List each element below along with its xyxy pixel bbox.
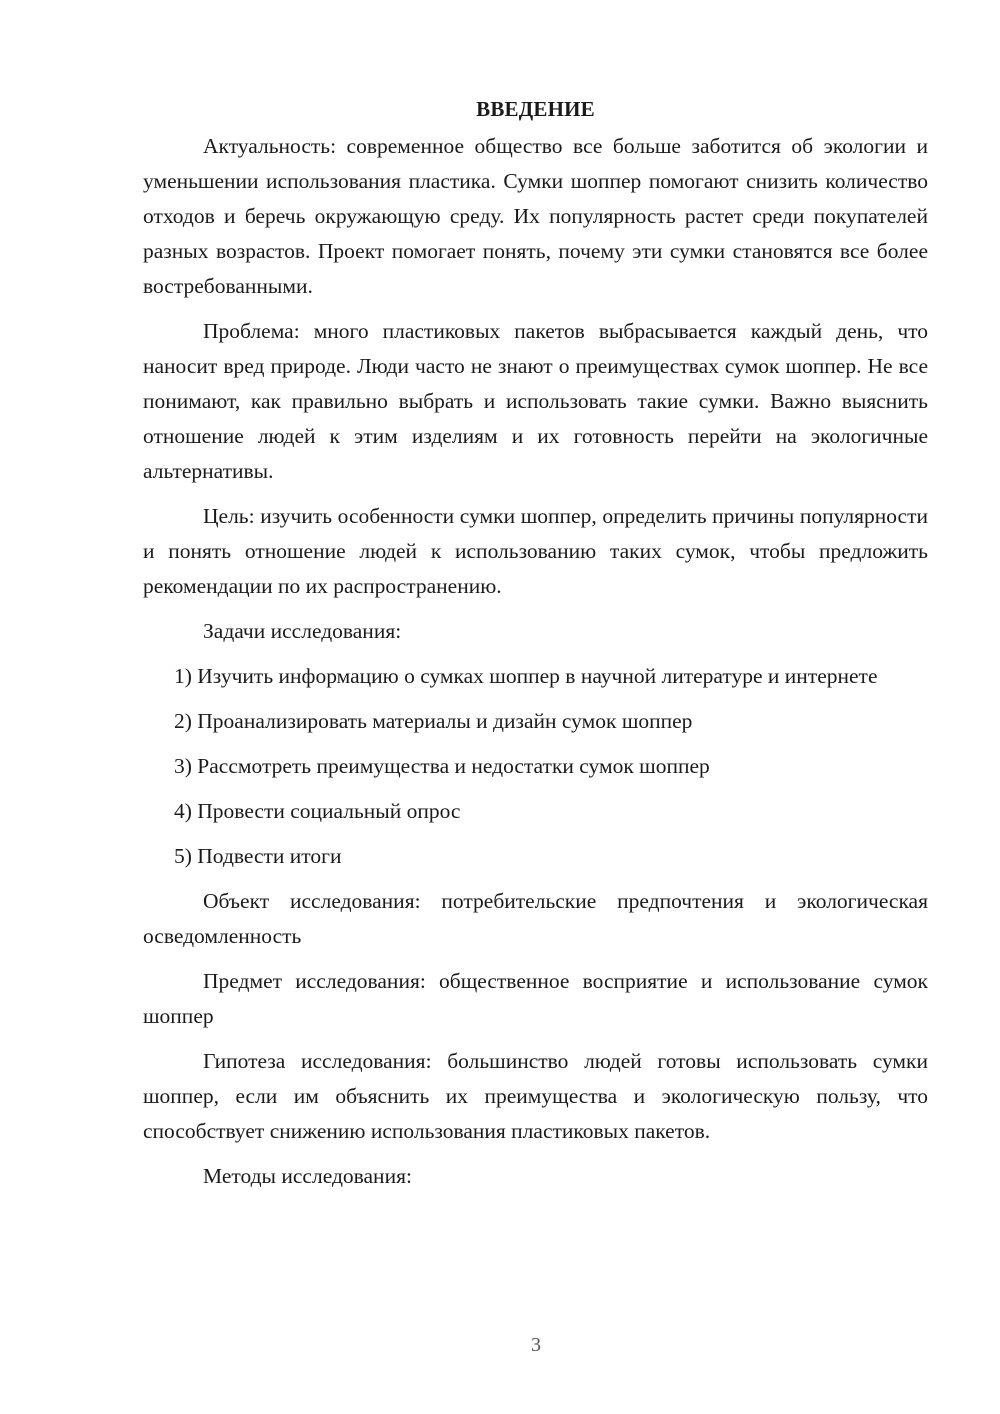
task-item-5: 5) Подвести итоги — [174, 844, 342, 868]
page-content — [143, 92, 928, 1204]
methods-heading: Методы исследования: — [203, 1164, 412, 1188]
tasks-heading: Задачи исследования: — [203, 619, 402, 643]
task-item-3: 3) Рассмотреть преимущества и недостатки сумок шоппер — [174, 754, 710, 778]
task-item-4: 4) Провести социальный опрос — [174, 799, 461, 823]
relevance-paragraph: Актуальность: современное общество все больше заботится об экологии и уменьшении использования пластика. Сумки шоппер помогают снизить количество отходов и беречь окружающую среду. Их популярность растет среди покупателей разных возрастов. Проект помогает понять, почему эти сумки становятся все более востребованными. — [143, 134, 928, 298]
subject-paragraph: Предмет исследования: общественное восприятие и использование сумок шоппер — [143, 969, 928, 1028]
problem-paragraph: Проблема: много пластиковых пакетов выбрасывается каждый день, что наносит вред природе. Люди часто не знают о преимуществах сумок шоппер. Не все понимают, как правильно выбрать и использовать такие сумки. Важно выяснить отношение людей к этим изделиям и их готовность перейти на экологичные альтернативы. — [143, 319, 928, 483]
section-title: ВВЕДЕНИЕ — [476, 97, 595, 121]
object-paragraph: Объект исследования: потребительские предпочтения и экологическая осведомленность — [143, 889, 928, 948]
page-number: 3 — [531, 1334, 541, 1356]
goal-paragraph: Цель: изучить особенности сумки шоппер, определить причины популярности и понять отношение людей к использованию таких сумок, чтобы предложить рекомендации по их распространению. — [143, 504, 928, 598]
task-item-2: 2) Проанализировать материалы и дизайн сумок шоппер — [174, 709, 693, 733]
task-item-1: 1) Изучить информацию о сумках шоппер в научной литературе и интернете — [174, 664, 878, 688]
hypothesis-paragraph: Гипотеза исследования: большинство людей готовы использовать сумки шоппер, если им объяснить их преимущества и экологическую пользу, что способствует снижению использования пластиковых пакетов. — [143, 1049, 928, 1143]
